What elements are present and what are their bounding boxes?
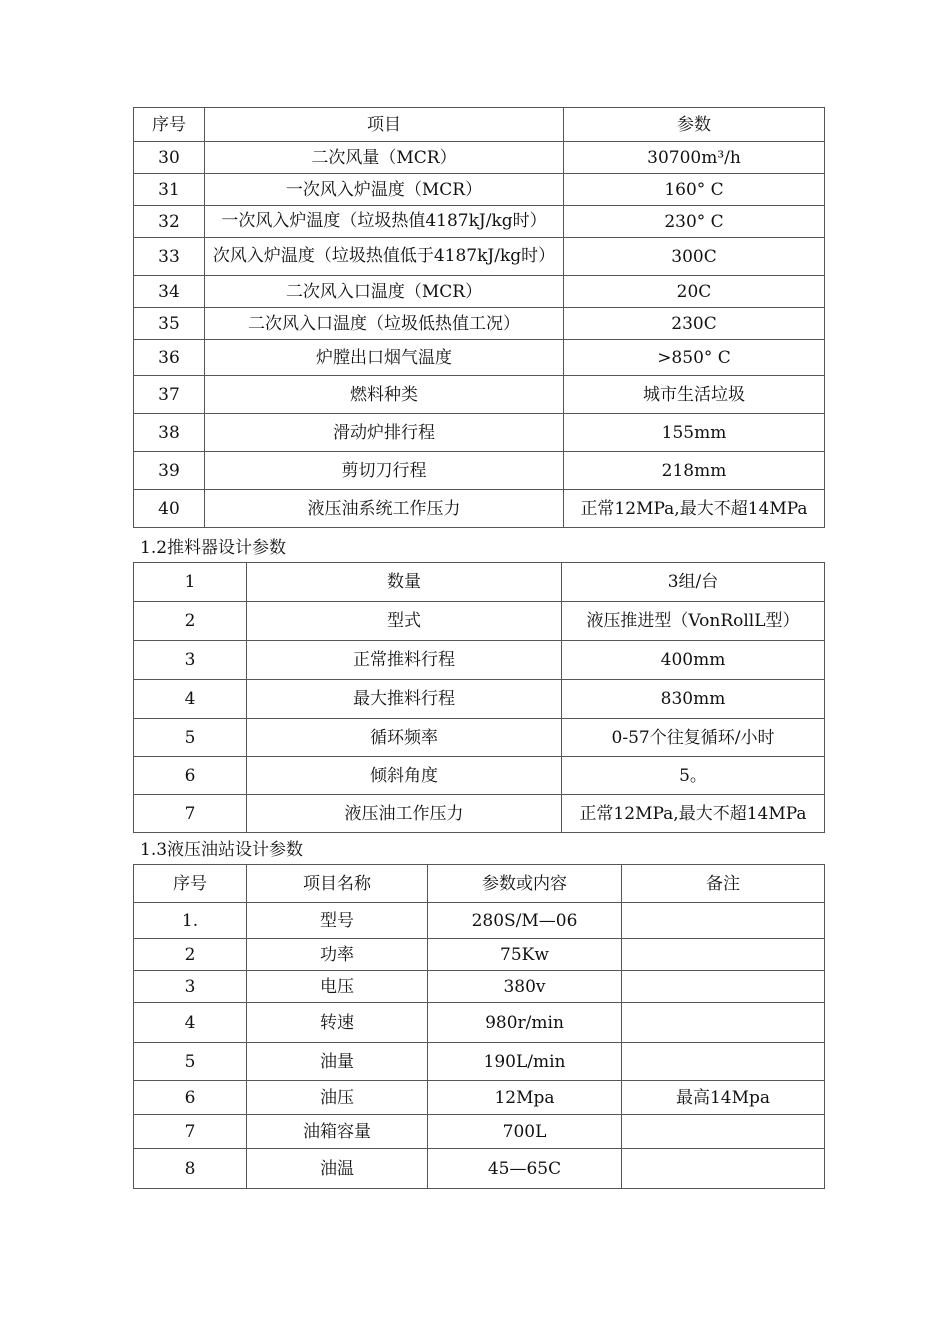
row-value: 30700m³/h xyxy=(564,142,825,174)
row-index: 33 xyxy=(134,238,205,276)
row-value: 正常12MPa,最大不超14MPa xyxy=(564,490,825,528)
row-value: 液压推进型（VonRollL型） xyxy=(562,602,825,641)
row-value: 20C xyxy=(564,276,825,308)
row-item: 次风入炉温度（垃圾热值低于4187kJ/kg时） xyxy=(205,238,564,276)
row-value: 280S/M—06 xyxy=(428,903,622,939)
row-index: 35 xyxy=(134,308,205,340)
row-index: 37 xyxy=(134,376,205,414)
header-cell: 序号 xyxy=(134,108,205,142)
row-note xyxy=(622,903,825,939)
table-row xyxy=(134,452,825,490)
row-index: 36 xyxy=(134,340,205,376)
row-value: 300C xyxy=(564,238,825,276)
table-row xyxy=(134,903,825,939)
row-item: 二次风量（MCR） xyxy=(205,142,564,174)
boiler-params-table xyxy=(133,107,825,528)
row-item: 功率 xyxy=(247,939,428,971)
row-index: 30 xyxy=(134,142,205,174)
row-item: 型式 xyxy=(247,602,562,641)
table-row xyxy=(134,142,825,174)
table-row xyxy=(134,1003,825,1043)
pusher-params-table xyxy=(133,562,825,833)
row-note xyxy=(622,1003,825,1043)
table-row xyxy=(134,719,825,757)
row-index: 8 xyxy=(134,1149,247,1189)
row-item: 倾斜角度 xyxy=(247,757,562,795)
row-index: 4 xyxy=(134,680,247,719)
row-value: 正常12MPa,最大不超14MPa xyxy=(562,795,825,833)
row-index: 3 xyxy=(134,971,247,1003)
row-value: 城市生活垃圾 xyxy=(564,376,825,414)
row-item: 一次风入炉温度（MCR） xyxy=(205,174,564,206)
row-item: 油量 xyxy=(247,1043,428,1081)
table-row xyxy=(134,238,825,276)
row-item: 一次风入炉温度（垃圾热值4187kJ/kg时） xyxy=(205,206,564,238)
table-row xyxy=(134,340,825,376)
table-row xyxy=(134,939,825,971)
table-row xyxy=(134,602,825,641)
row-item: 炉膛出口烟气温度 xyxy=(205,340,564,376)
table-row xyxy=(134,490,825,528)
row-index: 6 xyxy=(134,1081,247,1115)
row-index: 1. xyxy=(134,903,247,939)
row-index: 34 xyxy=(134,276,205,308)
row-value: 230C xyxy=(564,308,825,340)
row-value: 230° C xyxy=(564,206,825,238)
row-value: 0-57个往复循环/小时 xyxy=(562,719,825,757)
table-row xyxy=(134,971,825,1003)
row-value: 380v xyxy=(428,971,622,1003)
row-value: 155mm xyxy=(564,414,825,452)
table-row xyxy=(134,757,825,795)
row-item: 燃料种类 xyxy=(205,376,564,414)
table-row xyxy=(134,680,825,719)
row-value: 830mm xyxy=(562,680,825,719)
table-row xyxy=(134,174,825,206)
table-row xyxy=(134,376,825,414)
table-row xyxy=(134,563,825,602)
table-row xyxy=(134,1149,825,1189)
table-row xyxy=(134,308,825,340)
row-item: 循环频率 xyxy=(247,719,562,757)
row-item: 油压 xyxy=(247,1081,428,1115)
row-index: 5 xyxy=(134,719,247,757)
header-cell: 项目名称 xyxy=(247,865,428,903)
row-index: 31 xyxy=(134,174,205,206)
row-value: 5。 xyxy=(562,757,825,795)
row-item: 型号 xyxy=(247,903,428,939)
row-item: 油箱容量 xyxy=(247,1115,428,1149)
row-item: 剪切刀行程 xyxy=(205,452,564,490)
row-value: 218mm xyxy=(564,452,825,490)
row-item: 油温 xyxy=(247,1149,428,1189)
row-index: 38 xyxy=(134,414,205,452)
table-row xyxy=(134,641,825,680)
row-index: 3 xyxy=(134,641,247,680)
row-item: 滑动炉排行程 xyxy=(205,414,564,452)
row-index: 2 xyxy=(134,602,247,641)
row-item: 二次风入口温度（垃圾低热值工况） xyxy=(205,308,564,340)
table-row xyxy=(134,1115,825,1149)
row-value: 75Kw xyxy=(428,939,622,971)
row-value: >850° C xyxy=(564,340,825,376)
row-value: 700L xyxy=(428,1115,622,1149)
row-item: 电压 xyxy=(247,971,428,1003)
row-value: 45—65C xyxy=(428,1149,622,1189)
row-note xyxy=(622,939,825,971)
row-item: 最大推料行程 xyxy=(247,680,562,719)
row-item: 数量 xyxy=(247,563,562,602)
row-index: 7 xyxy=(134,1115,247,1149)
header-cell: 序号 xyxy=(134,865,247,903)
table-row xyxy=(134,414,825,452)
table-header-row xyxy=(134,865,825,903)
row-index: 32 xyxy=(134,206,205,238)
hydraulic-station-table xyxy=(133,864,825,1189)
row-index: 4 xyxy=(134,1003,247,1043)
row-index: 1 xyxy=(134,563,247,602)
row-item: 二次风入口温度（MCR） xyxy=(205,276,564,308)
header-cell: 项目 xyxy=(205,108,564,142)
row-note xyxy=(622,1115,825,1149)
table-row xyxy=(134,1043,825,1081)
row-note xyxy=(622,1149,825,1189)
table-header-row xyxy=(134,108,825,142)
row-index: 39 xyxy=(134,452,205,490)
row-item: 液压油系统工作压力 xyxy=(205,490,564,528)
table-row xyxy=(134,795,825,833)
row-item: 转速 xyxy=(247,1003,428,1043)
table-row xyxy=(134,1081,825,1115)
row-value: 12Mpa xyxy=(428,1081,622,1115)
table-row xyxy=(134,276,825,308)
row-note: 最高14Mpa xyxy=(622,1081,825,1115)
header-cell: 参数或内容 xyxy=(428,865,622,903)
row-value: 980r/min xyxy=(428,1003,622,1043)
row-value: 3组/台 xyxy=(562,563,825,602)
row-note xyxy=(622,971,825,1003)
table-row xyxy=(134,206,825,238)
row-value: 400mm xyxy=(562,641,825,680)
row-index: 5 xyxy=(134,1043,247,1081)
row-index: 2 xyxy=(134,939,247,971)
section-heading: 1.3液压油站设计参数 xyxy=(140,840,304,860)
row-index: 6 xyxy=(134,757,247,795)
header-cell: 参数 xyxy=(564,108,825,142)
row-note xyxy=(622,1043,825,1081)
row-index: 40 xyxy=(134,490,205,528)
row-index: 7 xyxy=(134,795,247,833)
row-item: 液压油工作压力 xyxy=(247,795,562,833)
header-cell: 备注 xyxy=(622,865,825,903)
row-value: 190L/min xyxy=(428,1043,622,1081)
row-item: 正常推料行程 xyxy=(247,641,562,680)
row-value: 160° C xyxy=(564,174,825,206)
section-heading: 1.2推料器设计参数 xyxy=(140,538,287,558)
